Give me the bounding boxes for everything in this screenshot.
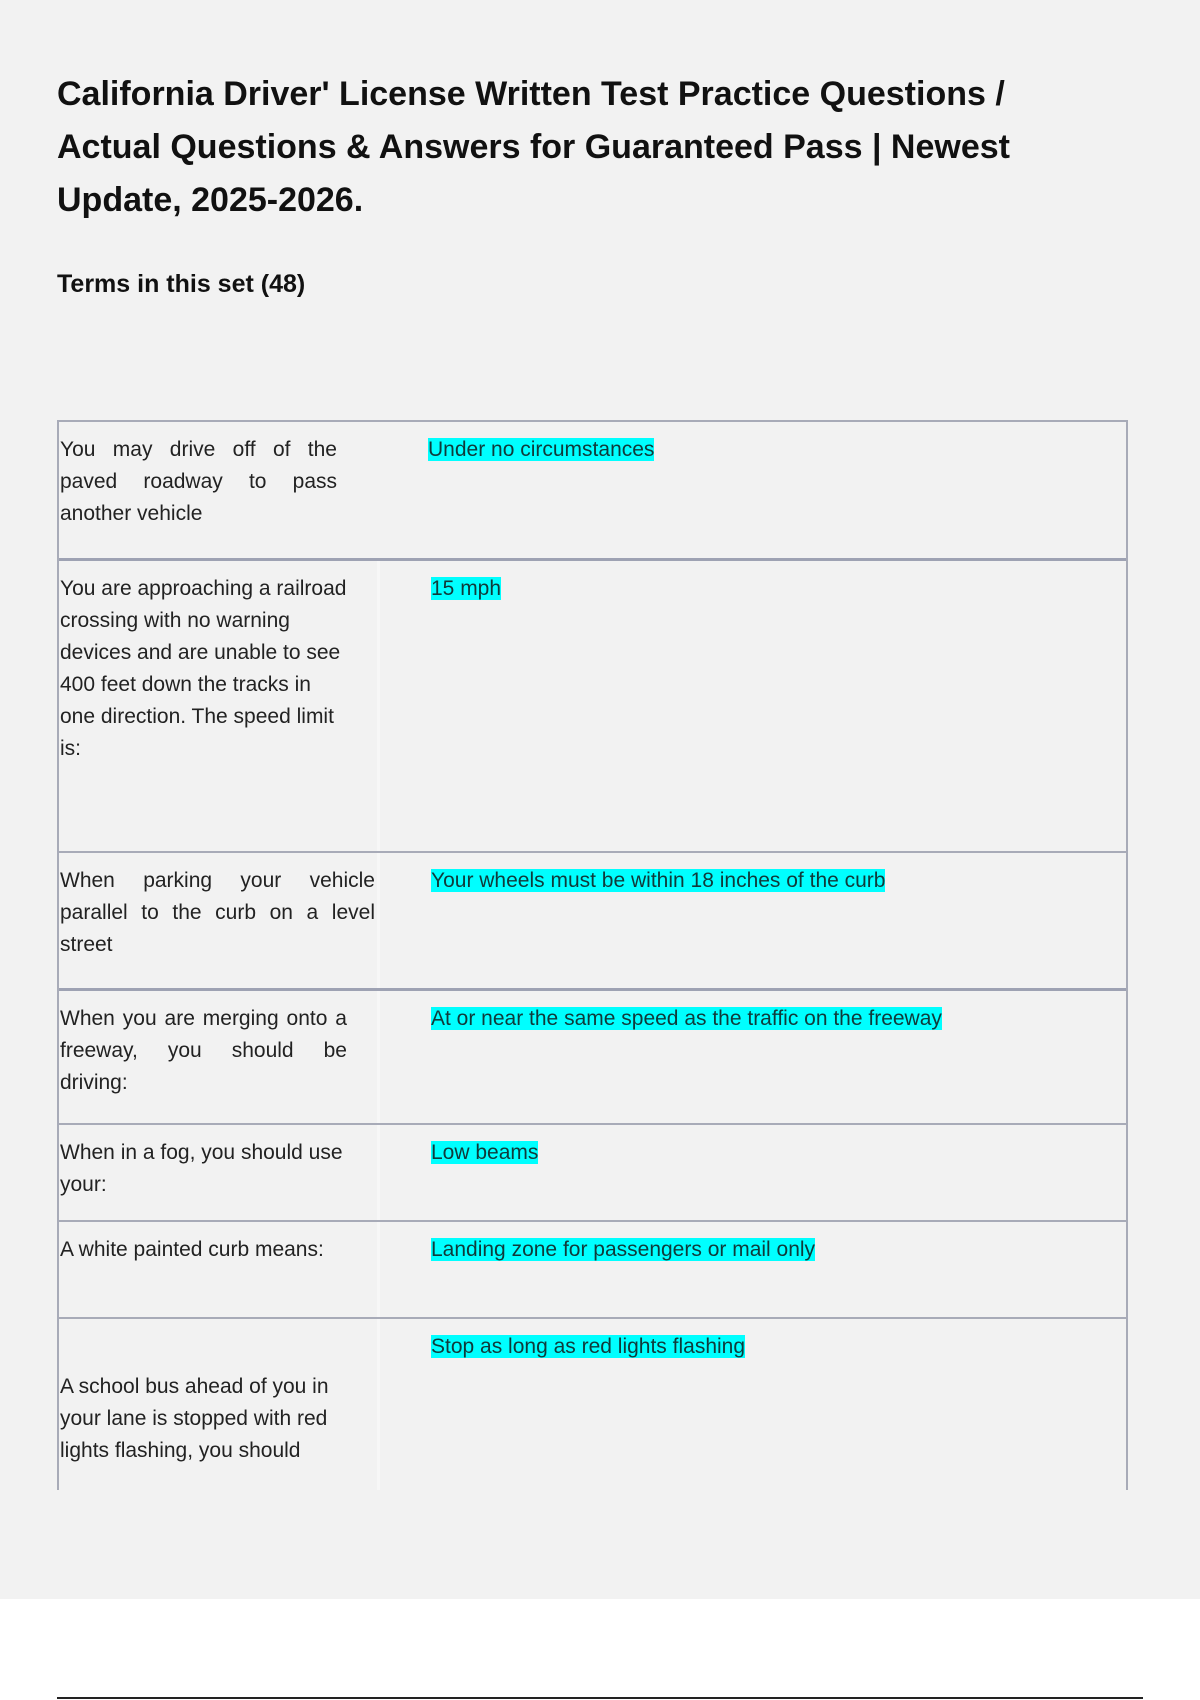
table-row (59, 1222, 1126, 1319)
answer-highlight: Landing zone for passengers or mail only (431, 1238, 816, 1261)
table-row (59, 988, 1126, 1125)
answer-highlight: Stop as long as red lights flashing (431, 1335, 746, 1358)
term-answer (377, 1125, 1126, 1220)
answer-highlight: At or near the same speed as the traffic on the freeway (431, 1007, 942, 1030)
term-answer (377, 1222, 1126, 1317)
terms-table (57, 420, 1128, 1490)
answer-highlight: Low beams (431, 1141, 539, 1164)
term-answer (377, 853, 1126, 988)
table-row (59, 853, 1126, 990)
term-question: A school bus ahead of you in your lane is stopped with red lights flashing, you should (59, 1319, 377, 1490)
answer-highlight: Your wheels must be within 18 inches of the curb (431, 869, 886, 892)
term-question: You are approaching a railroad crossing with no warning devices and are unable to see 400 feet down the tracks in one direction. The speed limit is: (59, 561, 377, 851)
document-title: California Driver' License Written Test Practice Questions / Actual Questions & Answers for Guaranteed Pass | Newest Update, 2025-2026. (57, 75, 1010, 219)
answer-highlight: 15 mph (431, 577, 502, 600)
table-row (59, 1125, 1126, 1222)
term-answer (377, 422, 1126, 558)
term-question: You may drive off of the paved roadway to pass another vehicle (59, 422, 377, 558)
term-answer (377, 1319, 1126, 1490)
term-question: When you are merging onto a freeway, you should be driving: (59, 991, 377, 1123)
terms-count-heading: Terms in this set (48) (57, 270, 306, 298)
term-question: When parking your vehicle parallel to the curb on a level street (59, 853, 377, 988)
term-question: When in a fog, you should use your: (59, 1125, 377, 1220)
term-answer (377, 561, 1126, 851)
table-row (59, 1319, 1126, 1490)
footer-rule (57, 1697, 1143, 1699)
term-answer (377, 991, 1126, 1123)
term-question: A white painted curb means: (59, 1222, 377, 1317)
table-row (59, 558, 1126, 853)
answer-highlight: Under no circumstances (428, 438, 655, 461)
table-row (59, 422, 1126, 560)
